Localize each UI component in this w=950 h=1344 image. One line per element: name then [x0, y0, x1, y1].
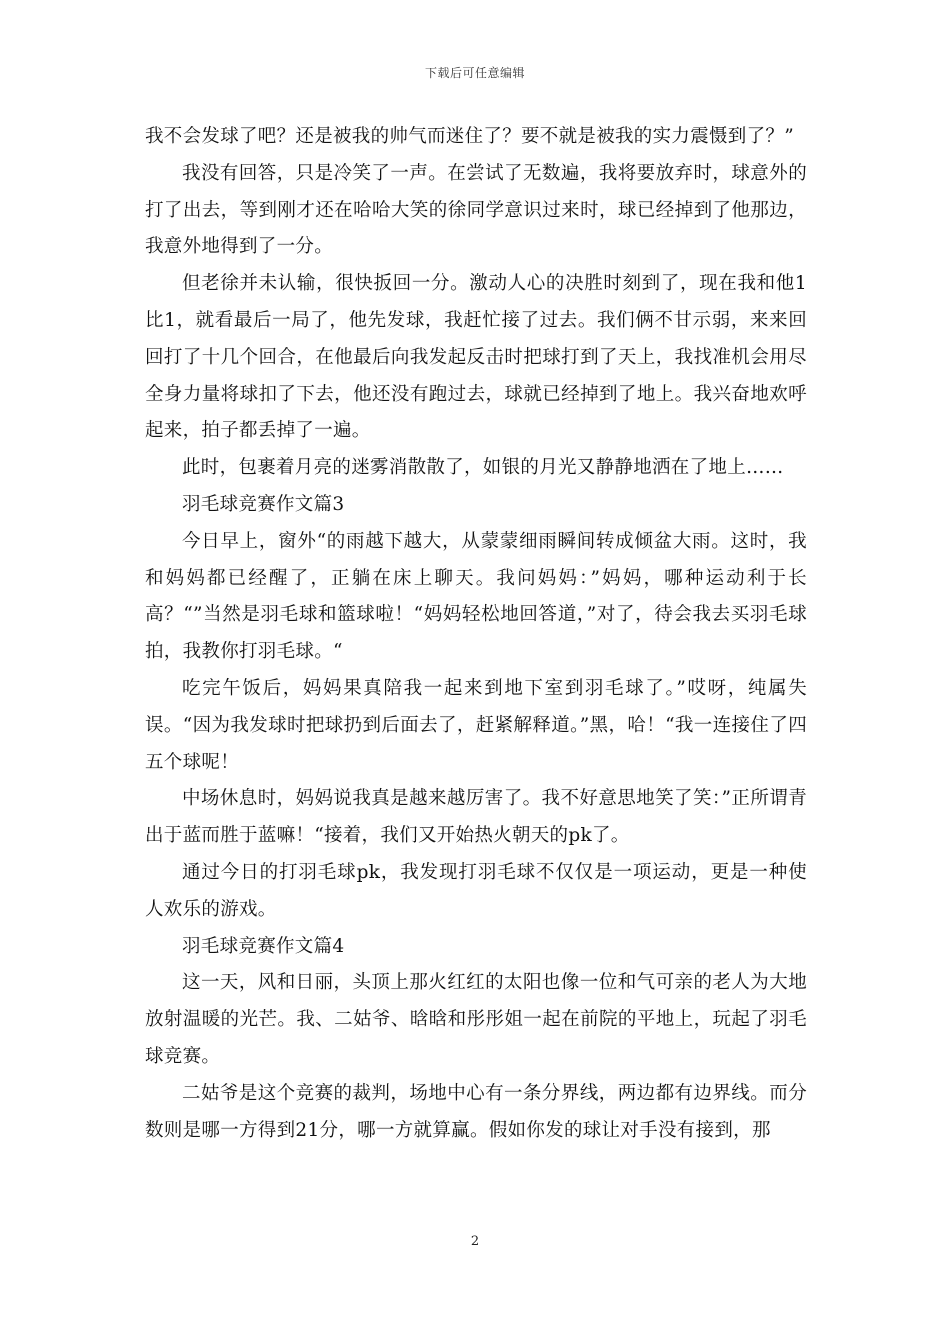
- paragraph: 吃完午饭后，妈妈果真陪我一起来到地下室到羽毛球了。”哎呀，纯属失误。“因为我发球时把球扔到后面去了，赶紧解释道。”黑，哈！“我一连接住了四五个球呢！: [145, 677, 807, 773]
- paragraph: 通过今日的打羽毛球pk，我发现打羽毛球不仅仅是一项运动，更是一种使人欢乐的游戏。: [145, 861, 807, 920]
- paragraph: 我不会发球了吧？还是被我的帅气而迷住了？要不就是被我的实力震慑到了？”: [145, 126, 794, 147]
- paragraph: 但老徐并未认输，很快扳回一分。激动人心的决胜时刻到了，现在我和他1比1，就看最后一局了，他先发球，我赶忙接了过去。我们俩不甘示弱，来来回回打了十几个回合，在他最后向我发起反击时把球打到了天上，我找准机会用尽全身力量将球扣了下去，他还没有跑过去，球就已经掉到了地上。我兴奋地欢呼起来，拍子都丢掉了一遍。: [145, 273, 807, 442]
- section-heading: 羽毛球竞赛作文篇3: [182, 493, 345, 515]
- paragraph: 二姑爷是这个竞赛的裁判，场地中心有一条分界线，两边都有边界线。而分数则是哪一方得到21分，哪一方就算赢。假如你发的球让对手没有接到，那: [145, 1082, 807, 1141]
- paragraph: 此时，包裹着月亮的迷雾消散散了，如银的月光又静静地洒在了地上……: [182, 457, 784, 479]
- section-heading: 羽毛球竞赛作文篇4: [182, 935, 345, 957]
- document-body: [145, 119, 807, 1149]
- paragraph: 这一天，风和日丽，头顶上那火红红的太阳也像一位和气可亲的老人为大地放射温暖的光芒。我、二姑爷、晗晗和彤彤姐一起在前院的平地上，玩起了羽毛球竞赛。: [145, 972, 807, 1067]
- paragraph: 中场休息时，妈妈说我真是越来越厉害了。我不好意思地笑了笑：”正所谓青出于蓝而胜于蓝嘛！“接着，我们又开始热火朝天的pk了。: [145, 788, 807, 847]
- page-number: 2: [470, 1234, 480, 1249]
- paragraph: 今日早上，窗外“的雨越下越大，从蒙蒙细雨瞬间转成倾盆大雨。这时，我和妈妈都已经醒了，正躺在床上聊天。我问妈妈：”妈妈，哪种运动利于长高？“”当然是羽毛球和篮球啦！“妈妈轻松地回答道，”对了，待会我去买羽毛球拍，我教你打羽毛球。“: [145, 530, 807, 663]
- paragraph: 我没有回答，只是冷笑了一声。在尝试了无数遍，我将要放弃时，球意外的打了出去，等到刚才还在哈哈大笑的徐同学意识过来时，球已经掉到了他那边，我意外地得到了一分。: [145, 162, 807, 258]
- page-header: 下载后可任意编辑: [424, 66, 525, 80]
